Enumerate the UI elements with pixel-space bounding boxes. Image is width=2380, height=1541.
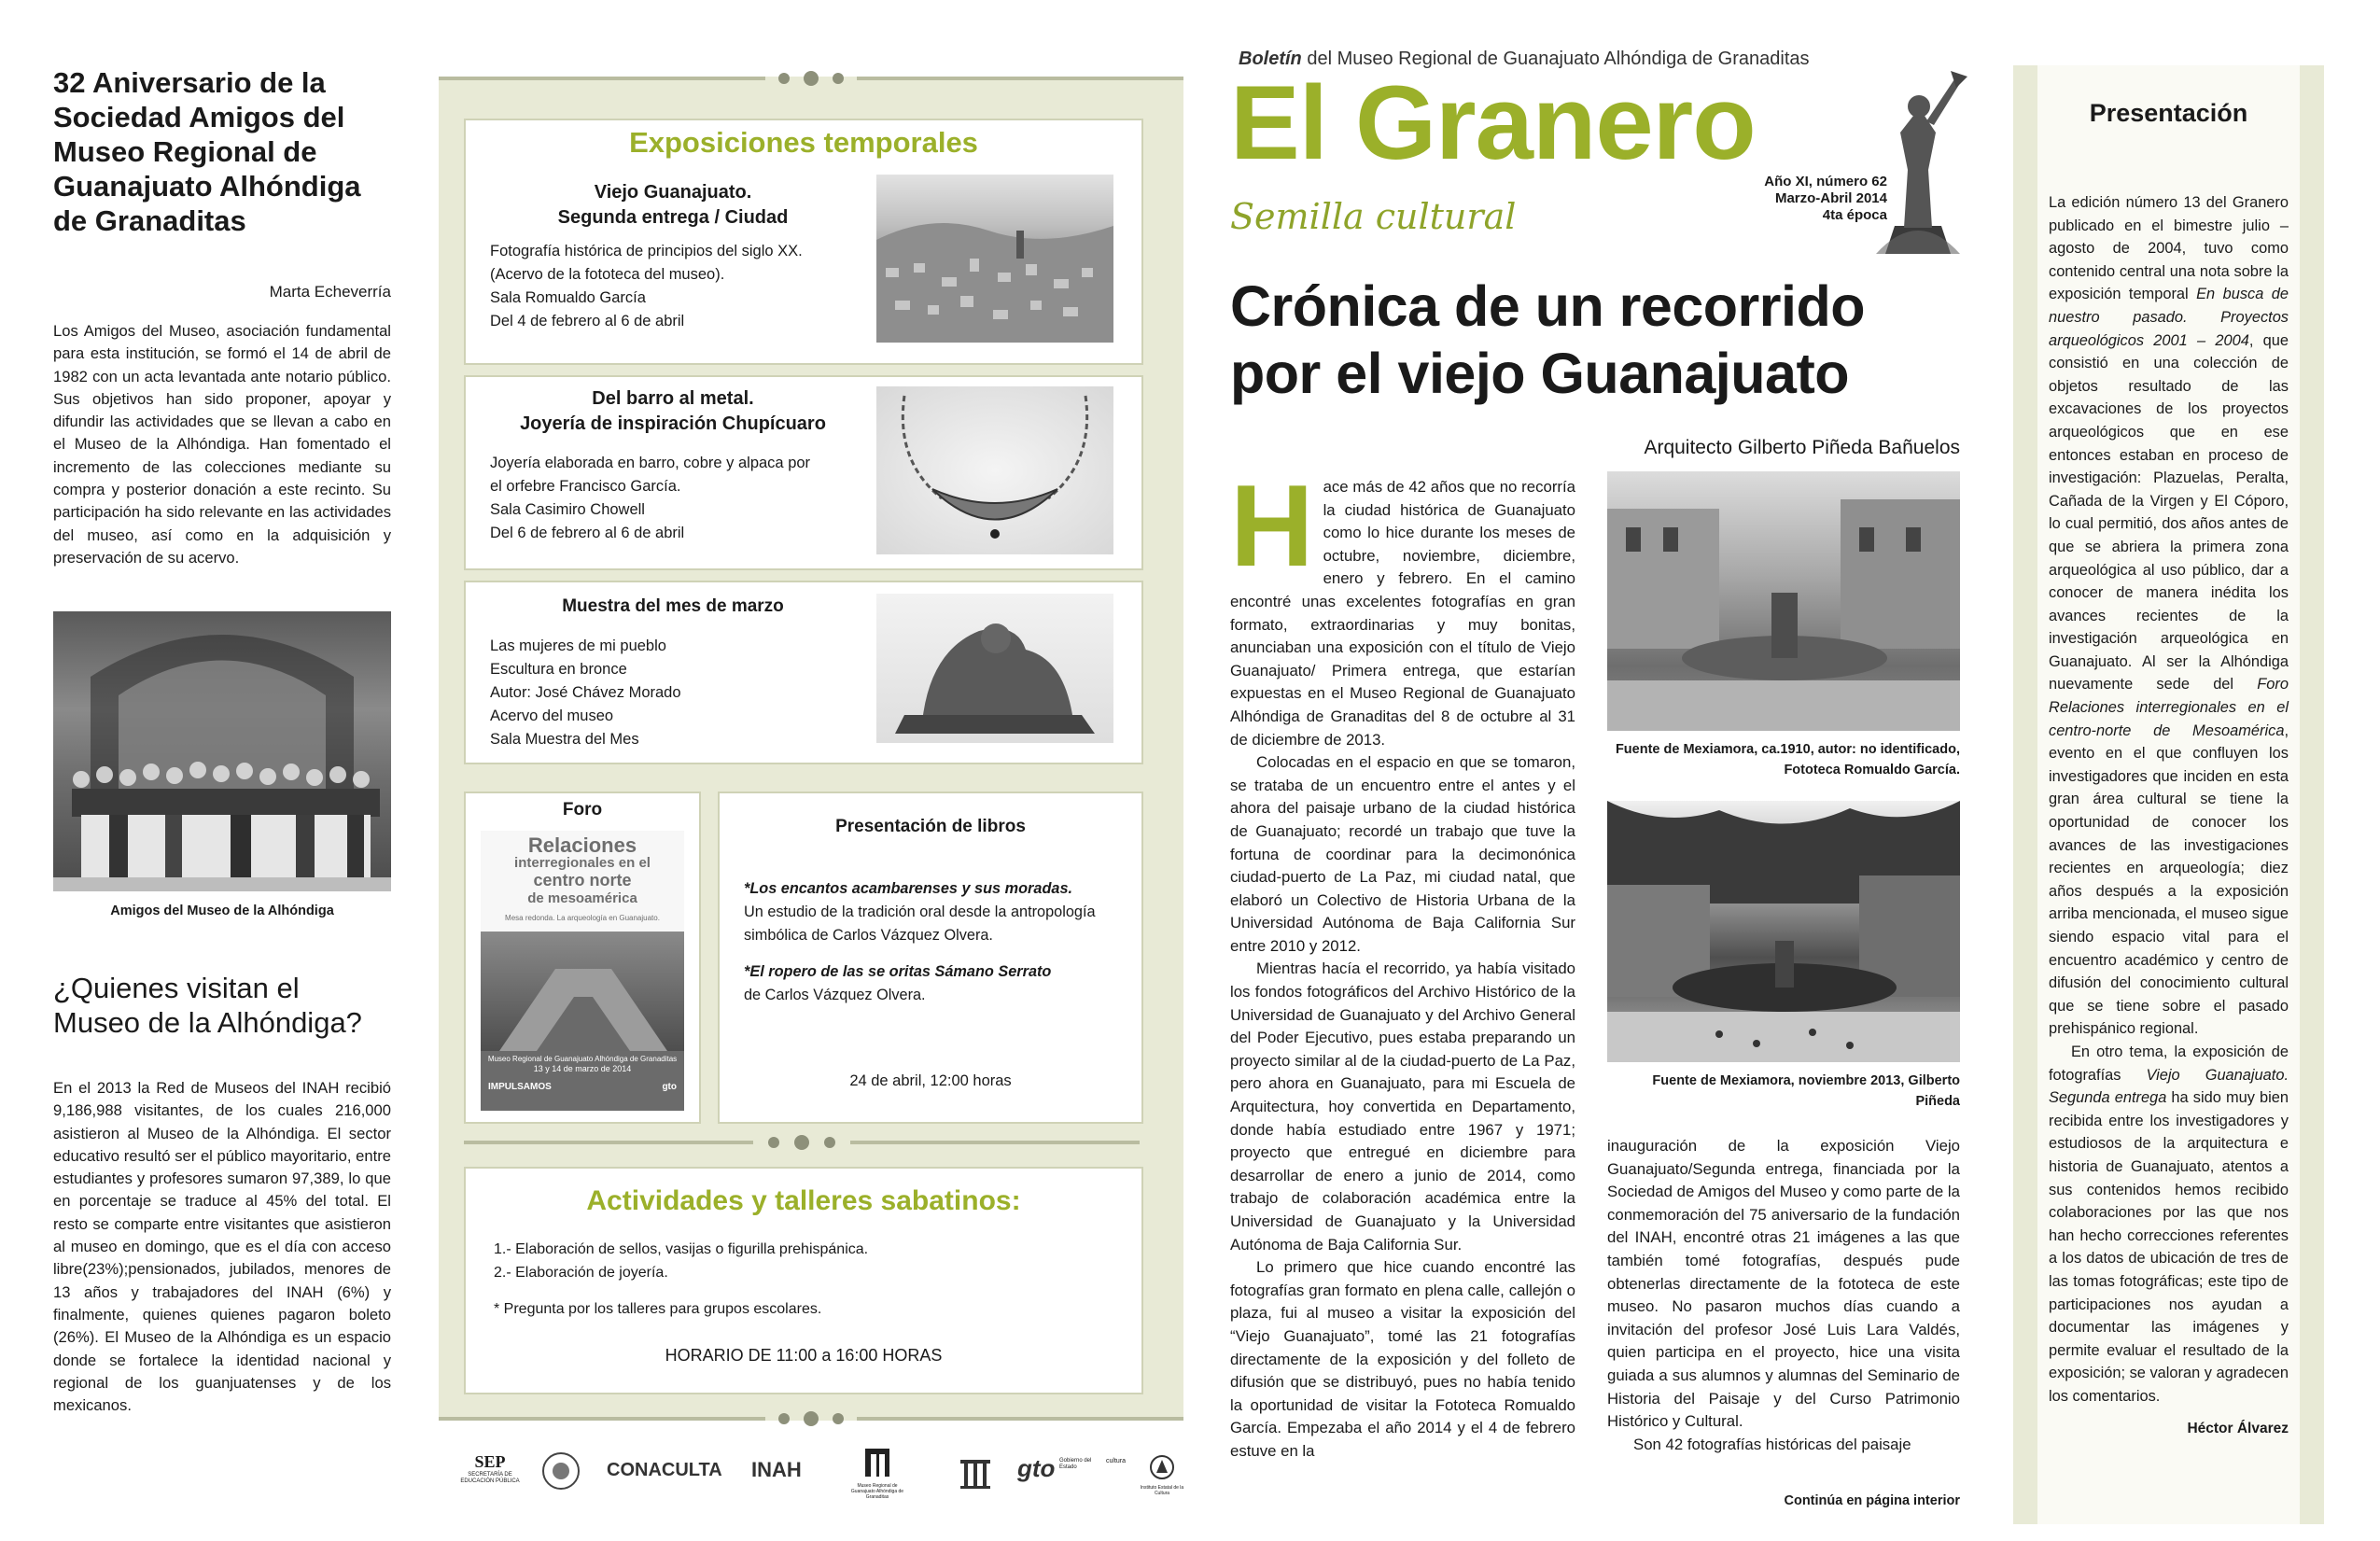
- fountain-old-art: [1607, 471, 1960, 731]
- expo-box-1: [464, 119, 1143, 365]
- expo2-details: Joyería elaborada en barro, cobre y alpaca por el orfebre Francisco García. Sala Casimiro Chowell Del 6 de febrero al 6 de abril: [490, 455, 811, 541]
- author-byline: Marta Echeverría: [269, 283, 391, 301]
- expo2-necklace-photo: [876, 386, 1113, 554]
- sponsor-logos: [453, 1445, 1190, 1510]
- conaculta-logo: CONACULTA: [607, 1460, 722, 1480]
- foro-label: Foro: [562, 800, 603, 820]
- libros-date: 24 de abril, 12:00 horas: [849, 1072, 1012, 1089]
- article-photo-1910-caption: Fuente de Mexiamora, ca.1910, autor: no identificado, Fototeca Romualdo García.: [1615, 742, 1960, 778]
- column-1: [53, 65, 391, 569]
- article-author: Arquitecto Gilberto Piñeda Bañuelos: [1644, 437, 1960, 458]
- expo-heading: Exposiciones temporales: [629, 126, 978, 159]
- presentacion-title: Presentación: [2089, 99, 2248, 127]
- instituto-emblem-icon: [1149, 1454, 1175, 1480]
- expo1-city-photo: [876, 175, 1113, 343]
- libros-title: Presentación de libros: [835, 817, 1026, 836]
- masthead-issue: Año XI, número 62 Marzo-Abril 2014 4ta época: [1764, 174, 1887, 223]
- impulsamos-logo: IMPULSAMOS: [488, 1082, 552, 1092]
- foro-poster-footer: Museo Regional de Guanajuato Alhóndiga de Granaditas 13 y 14 de marzo de 2014 IMPULSAMOS gto: [481, 1051, 684, 1111]
- ornament-bottom: [439, 1406, 1183, 1432]
- article-headline: Crónica de un recorrido por el viejo Guanajuato: [1230, 274, 1865, 405]
- fountain-new-art: [1607, 801, 1960, 1062]
- gto-logo-small: gto: [662, 1082, 677, 1092]
- masthead-title: El Granero: [1230, 64, 1756, 181]
- museo-logo: Museo Regional de Guanajuato Alhóndiga de Granaditas: [845, 1445, 910, 1500]
- museo-emblem-icon: [861, 1445, 893, 1478]
- talleres-box: [464, 1167, 1143, 1394]
- expo-box-2: [464, 375, 1143, 570]
- expo2-title: Del barro al metal. Joyería de inspiración Chupícuaro: [520, 388, 826, 434]
- ornament-top: [439, 65, 1183, 91]
- foro-poster: [481, 831, 684, 1111]
- libros-box: [718, 792, 1143, 1124]
- talleres-list: 1.- Elaboración de sellos, vasijas o figurilla prehispánica. 2.- Elaboración de joyería. * Pregunta por los talleres para grupos escolares.: [494, 1241, 869, 1317]
- sculpture-art: [876, 594, 1113, 743]
- expo1-title: Viejo Guanajuato. Segunda entrega / Ciudad: [557, 182, 789, 228]
- article-photo-2013: [1607, 801, 1960, 1062]
- statue-icon: [1867, 67, 1969, 263]
- article-photo-2013-caption: Fuente de Mexiamora, noviembre 2013, Gilberto Piñeda: [1652, 1073, 1960, 1109]
- gobierno-label: Gobierno del Estado: [1059, 1458, 1092, 1470]
- sep-logo: SEP SECRETARÍA DE EDUCACIÓN PÚBLICA: [460, 1452, 520, 1484]
- talleres-horario: HORARIO DE 11:00 a 16:00 HORAS: [665, 1346, 943, 1365]
- city-photo-art: [876, 175, 1113, 343]
- talleres-heading: Actividades y talleres sabatinos:: [586, 1185, 1021, 1216]
- instituto-logo: Instituto Estatal de la Cultura: [1139, 1454, 1185, 1496]
- expo3-sculpture-photo: [876, 594, 1113, 743]
- cultura-label: cultura: [1106, 1458, 1127, 1464]
- building-logo-icon: [957, 1454, 994, 1492]
- masthead-boletin: Boletín del Museo Regional de Guanajuato Alhóndiga de Granaditas: [1239, 49, 1810, 69]
- presentacion-body: La edición número 13 del Granero publicado en el bimestre julio – agosto de 2004, tuvo como contenido central una nota sobre la exposición temporal En busca de nuestro pasado. Proyectos arqueológicos 2001 – 2004, que consistió en una colección de objetos resultado de las excavaciones de los proyectos arqueológicos que en ese entonces estaban en proceso de investigación: Plazuelas, Peralta, Cañada de la Virgen y El Cóporo, lo cual permitió, dos años antes de que se abriera la primera zona arqueológica al uso público, dar a conocer de manera inédita los avances recientes de la investigación arqueológica en Guanajuato. Al ser la Alhóndiga nuevamente sede del Foro Relaciones interregionales en el centro-norte de Mesoamérica, evento en el que confluyen los investigadores que inciden en esta gran área cultural se tiene la oportunidad de conocer los avances de las investigaciones recientes en arqueología; diez años después a la exposición arriba mencionada, el museo sigue siendo espacio vital para el encuentro académico y centro de difusión del conocimiento cultural que se tiene sobre el pasado prehispánico regional. En otro tema, la exposición de fotografías Viejo Guanajuato. Segunda entrega ha sido muy bien recibida entre los investigadores y estudiosos de la arquitectura e historia de Guanajuato, atentos a sus contenidos hemos recibido colaboraciones por las que nos han hecho correcciones referentes a los datos de ubicación de tres de las tomas fotográficas; este tipo de participaciones nos ayudan a documentar las imágenes y permite evaluar el resultado de la exposición; se valoran y agradecen los comentarios.: [2049, 194, 2289, 1405]
- national-seal-icon: [541, 1450, 581, 1492]
- article-body-visitantes: En el 2013 la Red de Museos del INAH recibió 9,186,988 visitantes, de los cuales 216,000 asistieron al Museo de la Alhóndiga. El sector educativo resultó ser el público mayoritario, entre estudiantes y profesores sumaron 97,389, lo que en porcentaje se traduce al 45% del total. El resto se comparte entre visitantes que asistieron al museo en domingo, que es el día con acceso libre(23%);pensionados, jubilados, menores de 13 años y trabajadores del INAH (6%) y finalmente, quienes quienes pagaron boleto (26%). El Museo de la Alhóndiga es un espacio donde se fortalece la identidad nacional y regional de los guanjuatenses y de los mexicanos.: [53, 1079, 391, 1415]
- expo-box-3: [464, 581, 1143, 764]
- gto-logo: gto: [1017, 1454, 1056, 1482]
- expo1-details: Fotografía histórica de principios del siglo XX. (Acervo de la fototeca del museo). Sala Romualdo García Del 4 de febrero al 6 de abril: [490, 243, 803, 329]
- drop-cap: H: [1230, 462, 1314, 591]
- group-photo-art: [53, 611, 391, 891]
- group-photo-caption: Amigos del Museo de la Alhóndiga: [110, 904, 334, 918]
- expo3-title: Muestra del mes de marzo: [562, 596, 784, 616]
- group-photo: [53, 611, 391, 891]
- foro-poster-pyramid: [481, 932, 684, 1051]
- continua-note: Continúa en página interior: [1784, 1493, 1960, 1508]
- necklace-art: [876, 386, 1113, 554]
- article-title-aniversario: 32 Aniversario de la Sociedad Amigos del Museo Regional de Guanajuato Alhóndiga de Granaditas: [53, 66, 361, 237]
- presentacion-signature: Héctor Álvarez: [2187, 1421, 2289, 1436]
- article-column-b: inauguración de la exposición Viejo Guanajuato/Segunda entrega, financiada por la Sociedad de Amigos del Museo y como parte de la conmemoración del 75 aniversario de la fundación del INAH, encontré otras 21 imágenes a las que también tomé fotografías, después pude obtenerlas directamente de la fototeca de este museo. No pasaron muchos días cuando a invitación del profesor José Luis Lara Valdés, quien participa en el proyecto, hice una visita guiada a sus alumnos y alumnas del Seminario de Historia del Paisaje y del Curso Patrimonio Histórico y Cultural. Son 42 fotografías históricas del paisaje: [1607, 1137, 1960, 1453]
- article-body-aniversario: Los Amigos del Museo, asociación fundamental para esta institución, se formó el 14 de abril de 1982 con un acta levantada ante notario público. Sus objetivos han sido proponer, apoyar y difundir las actividades que se llevan a cabo en el Museo de la Alhóndiga. Han fomentado el incremento de las colecciones mediante su compra y posterior donación a este recinto. Su participación ha sido relevante en las actividades del museo, así como en la adquisición y preservación de su acervo.: [53, 322, 391, 567]
- foro-poster-title: Relaciones interregionales en el centro norte de mesoamérica Mesa redonda. La arqueología en Guanajuato.: [505, 834, 660, 922]
- article-title-visitantes: ¿Quienes visitan el Museo de la Alhóndiga?: [53, 972, 362, 1039]
- pyramid-art: [481, 932, 684, 1051]
- foro-box: [464, 792, 701, 1124]
- libros-details: *Los encantos acambarenses y sus moradas. Un estudio de la tradición oral desde la antropología simbólica de Carlos Vázquez Olvera. *El ropero de las se oritas Sámano Serrato de Carlos Vázquez Olvera.: [744, 880, 1096, 1003]
- article-photo-1910: [1607, 471, 1960, 731]
- inah-logo: INAH: [751, 1458, 802, 1481]
- expo3-details: Las mujeres de mi pueblo Escultura en bronce Autor: José Chávez Morado Acervo del museo Sala Muestra del Mes: [490, 637, 681, 748]
- article-column-a: Hace más de 42 años que no recorría la ciudad histórica de Guanajuato como lo hice durante los meses de octubre, noviembre, diciembre, enero y febrero. En el camino encontré unas excelentes fotografías en gran formato, extraordinarias y muy bonitas, anunciaban una exposición con el título de Viejo Guanajuato/ Primera entrega, que estarían expuestas en el Museo Regional de Guanajuato Alhóndiga de Granaditas del 8 de octubre al 31 de diciembre de 2013. Colocadas en el espacio en que se tomaron, se trataba de un encuentro entre el antes y el ahora del paisaje urbano de la ciudad histórica de Guanajuato; recordé un trabajo que tuve la fortuna de coordinar para la decimonónica ciudad-puerto de La Paz, mi ciudad natal, que elaboró un Colectivo de Historia Urbana de la Universidad Autónoma de Baja California Sur entre 2010 y 2012. Mientras hacía el recorrido, ya había visitado los fondos fotográficos del Archivo Histórico de la Universidad de Guanajuato y del Archivo General del Poder Ejecutivo, pues estaba preparando un proyecto similar al de la ciudad-puerto de La Paz, pero ahora en Guanajuato, para mi Escuela de Arquitectura, hoy convertida en Departamento, donde había estudiado entre 1967 y 1971; proyecto que entregué en diciembre para desarrollar de enero a junio de 2014, como trabajo de colaboración académica entre la Universidad de Guanajuato y la Universidad Autónoma de Baja California Sur. Lo primero que hice cuando encontré las fotografías gran formato en plena calle, callejón o plaza, fui al museo a visitar la exposición del “Viejo Guanajuato”, tomé las 21 fotografías directamente de la exposición y del folleto de difusión que se distribuyó, pues no había tenido la oportunidad de visitar la Fototeca Romualdo García. Empezaba el año 2014 y el 4 de febrero estuve en la: [1230, 462, 1575, 1460]
- masthead-subtitle: Semilla cultural: [1230, 196, 1517, 237]
- ornament-middle: [464, 1131, 1140, 1154]
- column-1-lower: [53, 971, 391, 1417]
